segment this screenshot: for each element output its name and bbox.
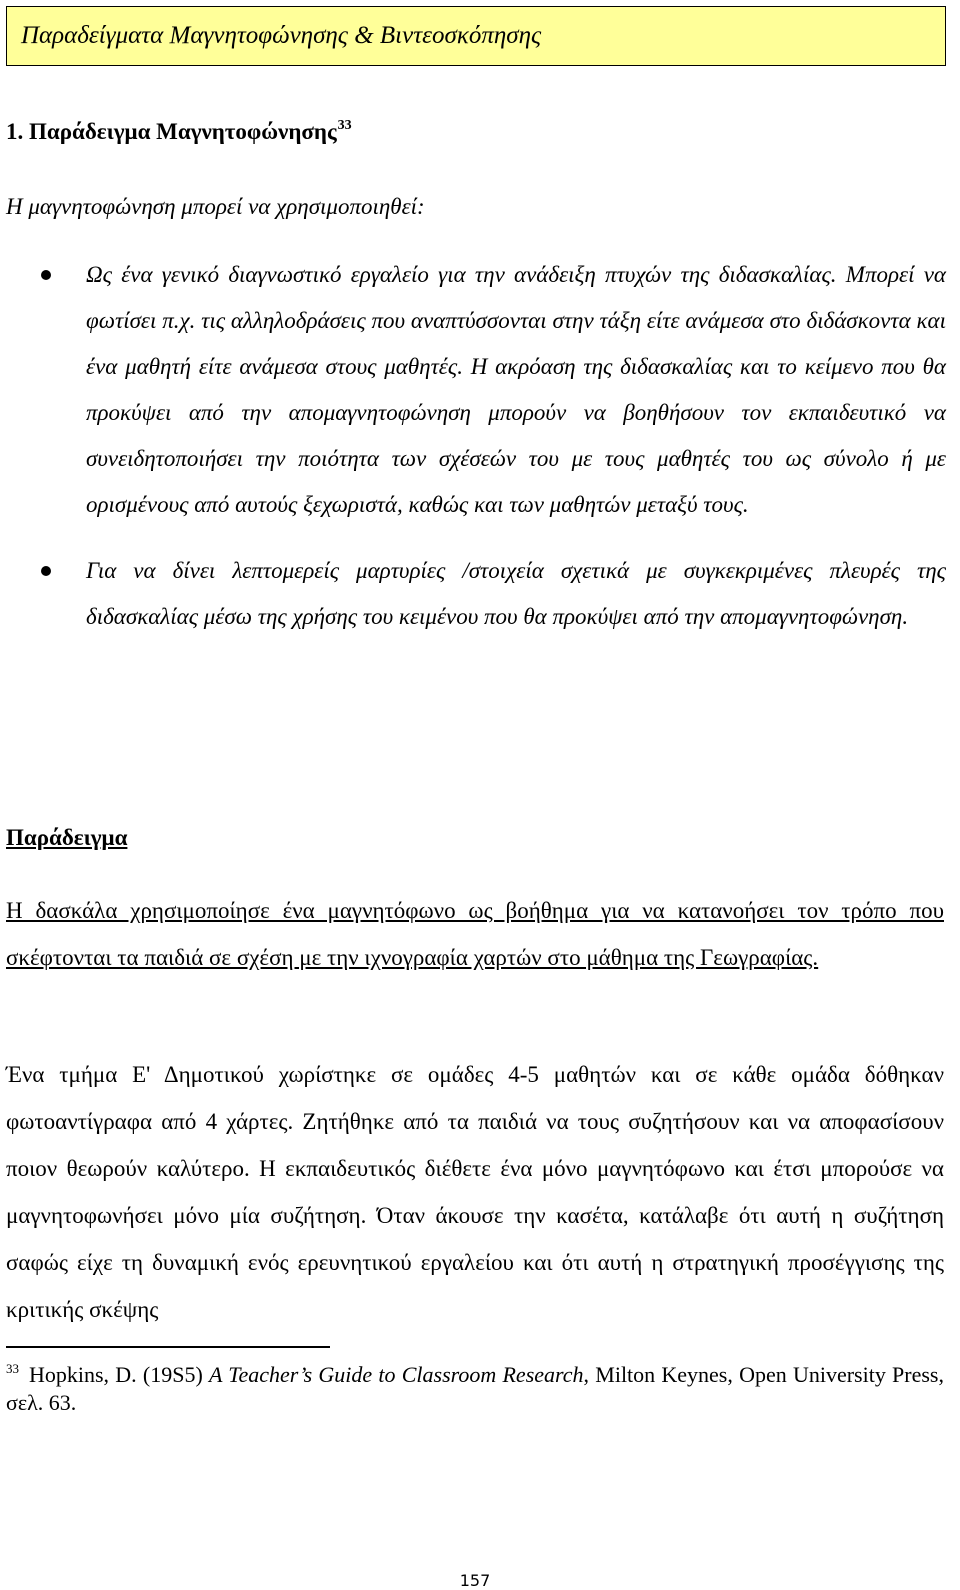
footnote-book-title: A Teacher’s Guide to Classroom Research: [209, 1362, 584, 1387]
section-heading: [6, 118, 352, 145]
footnote-number: 33: [6, 1361, 19, 1376]
section-heading-text: 1. Παράδειγμα Μαγνητοφώνησης: [6, 119, 337, 144]
bullet-icon: [41, 270, 51, 280]
footnote-divider: [6, 1346, 330, 1348]
bullet-icon: [41, 566, 51, 576]
footnote-publisher: , Milton Keynes, Open University Press, σελ. 63.: [6, 1362, 944, 1415]
bullet-list: [0, 252, 946, 660]
title-box: [6, 6, 946, 66]
intro-text: Η μαγνητοφώνηση μπορεί να χρησιμοποιηθεί:: [6, 194, 425, 219]
footnote: [6, 1355, 944, 1417]
example-paragraph-2: Ένα τμήμα Ε' Δημοτικού χωρίστηκε σε ομάδες 4-5 μαθητών και σε κάθε ομάδα δόθηκαν φωτοαντίγραφα από 4 χάρτες. Ζητήθηκε από τα παιδιά να τους συζητήσουν και να αποφασίσουν ποιον θεωρούν καλύτερο. Η εκπαιδευτικός διέθετε ένα μόνο μαγνητόφωνο και έτσι μπορούσε να μαγνητοφωνήσει μόνο μία συζήτηση. Όταν άκουσε την κασέτα, κατάλαβε ότι αυτή η συζήτηση σαφώς είχε τη δυναμική ενός ερευνητικού εργαλείου και ότι αυτή η στρατηγική προσέγγισης της κριτικής σκέψης: [6, 1062, 944, 1322]
footnote-reference[interactable]: 33: [337, 118, 352, 133]
footnote-author: Hopkins, D. (19S5): [29, 1362, 209, 1387]
list-item-text: Ως ένα γενικό διαγνωστικό εργαλείο για την ανάδειξη πτυχών της διδασκαλίας. Μπορεί να φωτίσει π.χ. τις αλληλοδράσεις που αναπτύσσονται στην τάξη είτε ανάμεσα στο διδάσκοντα και ένα μαθητή είτε ανάμεσα στους μαθητές. Η ακρόαση της διδασκαλίας και το κείμενο που θα προκύψει από την απομαγνητοφώνηση μπορούν να βοηθήσουν τον εκπαιδευτικό να συνειδητοποιήσει την ποιότητα των σχέσεών του με τους μαθητές του ως σύνολο ή με ορισμένους από αυτούς ξεχωριστά, καθώς και των μαθητών μεταξύ τους.: [86, 262, 946, 517]
list-item: [0, 252, 946, 528]
list-item-text: Για να δίνει λεπτομερείς μαρτυρίες /στοιχεία σχετικά με συγκεκριμένες πλευρές της διδασκαλίας μέσω της χρήσης του κειμένου που θα προκύψει από την απομαγνητοφώνηση.: [86, 558, 946, 629]
example-label: Παράδειγμα: [6, 825, 128, 850]
page-title: Παραδείγματα Μαγνητοφώνησης & Βιντεοσκόπησης: [21, 22, 542, 49]
page-number: 157: [459, 1571, 491, 1590]
list-item: [0, 548, 946, 640]
example-paragraph-1: Η δασκάλα χρησιμοποίησε ένα μαγνητόφωνο ως βοήθημα για να κατανοήσει τον τρόπο που σκέφτονται τα παιδιά σε σχέση με την ιχνογραφία χαρτών στο μάθημα της Γεωγραφίας.: [6, 898, 944, 970]
